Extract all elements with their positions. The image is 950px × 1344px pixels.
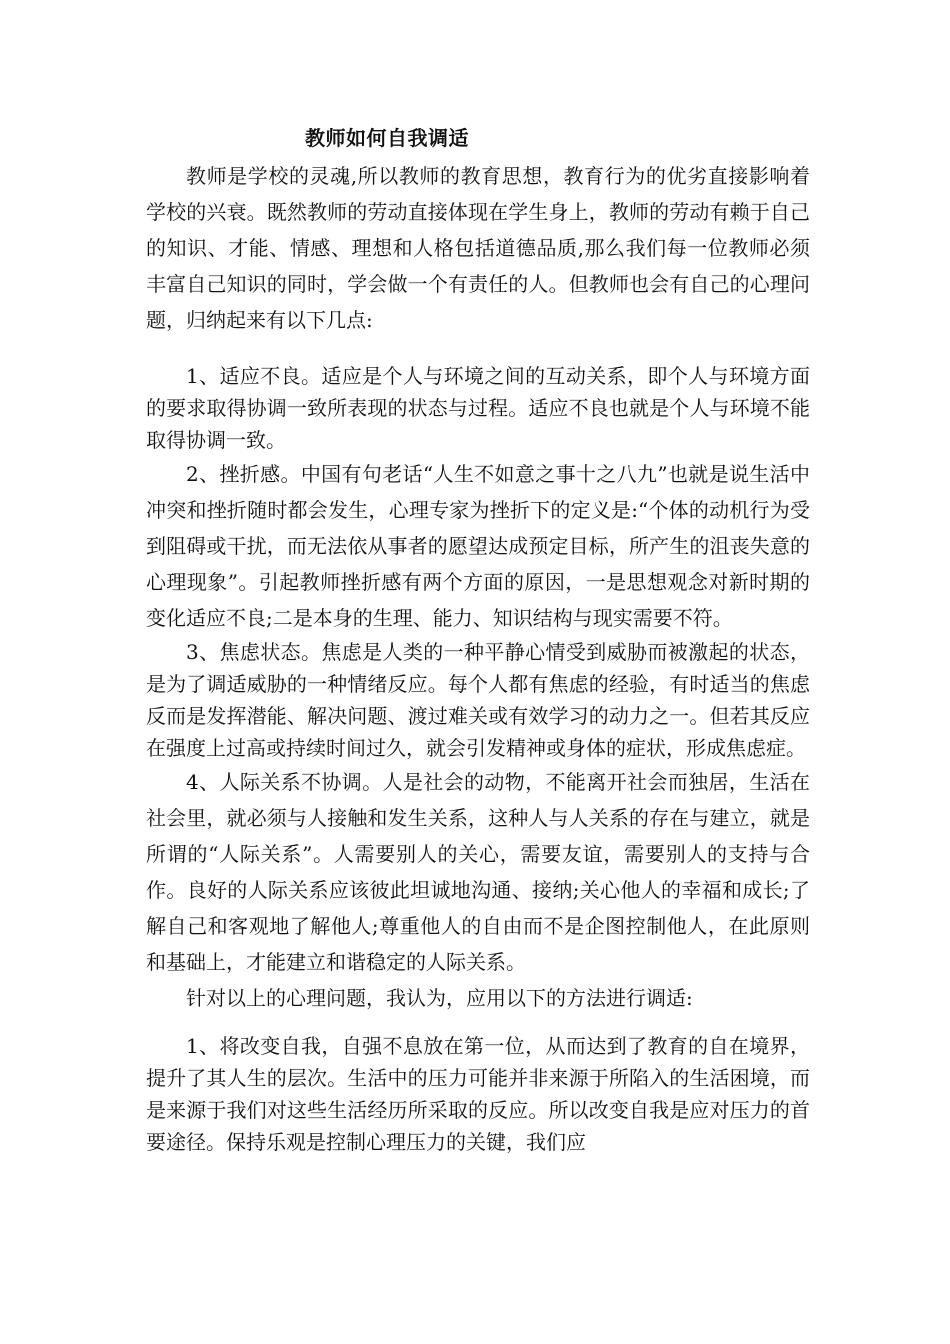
paragraph-frustration: 2、挫折感。中国有句老话“人生不如意之事十之八九”也就是说生活中冲突和挫折随时都会发生，心理专家为挫折下的定义是:“个体的动机行为受到阻碍或干扰，而无法依从事者的愿望达成预定目标，所产生的沮丧失意的心理现象”。引起教师挫折感有两个方面的原因，一是思想观念对新时期的变化适应不良;二是本身的生理、能力、知识结构与现实需要不符。 xyxy=(146,462,810,630)
paragraph-change-self: 1、将改变自我，自强不息放在第一位，从而达到了教育的自在境界，提升了其人生的层次。生活中的压力可能并非来源于所陷入的生活困境，而是来源于我们对这些生活经历所采取的反应。所以改变自我是应对压力的首要途径。保持乐观是控制心理压力的关键，我们应 xyxy=(146,1034,810,1154)
intro-paragraph: 教师是学校的灵魂,所以教师的教育思想，教育行为的优劣直接影响着学校的兴衰。既然教师的劳动直接体现在学生身上，教师的劳动有赖于自己的知识、才能、情感、理想和人格包括道德品质,那么我们每一位教师必须丰富自己知识的同时，学会做一个有责任的人。但教师也会有自己的心理问题，归纳起来有以下几点: xyxy=(146,164,810,332)
document-title: 教师如何自我调适 xyxy=(305,126,469,150)
paragraph-anxiety: 3、焦虑状态。焦虑是人类的一种平静心情受到威胁而被激起的状态，是为了调适威胁的一种情绪反应。每个人都有焦虑的经验，有时适当的焦虑反而是发挥潜能、解决问题、渡过难关或有效学习的动力之一。但若其反应在强度上过高或持续时间过久，就会引发精神或身体的症状，形成焦虑症。 xyxy=(146,640,810,760)
paragraph-adjustment-intro: 针对以上的心理问题，我认为，应用以下的方法进行调适: xyxy=(186,986,693,1010)
document-body xyxy=(146,158,810,1158)
paragraph-interpersonal: 4、人际关系不协调。人是社会的动物，不能离开社会而独居，生活在社会里，就必须与人接触和发生关系，这种人与人关系的存在与建立，就是所谓的“人际关系”。人需要别人的关心，需要友谊，需要别人的支持与合作。良好的人际关系应该彼此坦诚地沟通、接纳;关心他人的幸福和成长;了解自己和客观地了解他人;尊重他人的自由而不是企图控制他人，在此原则和基础上，才能建立和谐稳定的人际关系。 xyxy=(146,770,810,974)
paragraph-maladjustment: 1、适应不良。适应是个人与环境之间的互动关系，即个人与环境方面的要求取得协调一致所表现的状态与过程。适应不良也就是个人与环境不能取得协调一致。 xyxy=(146,364,810,452)
